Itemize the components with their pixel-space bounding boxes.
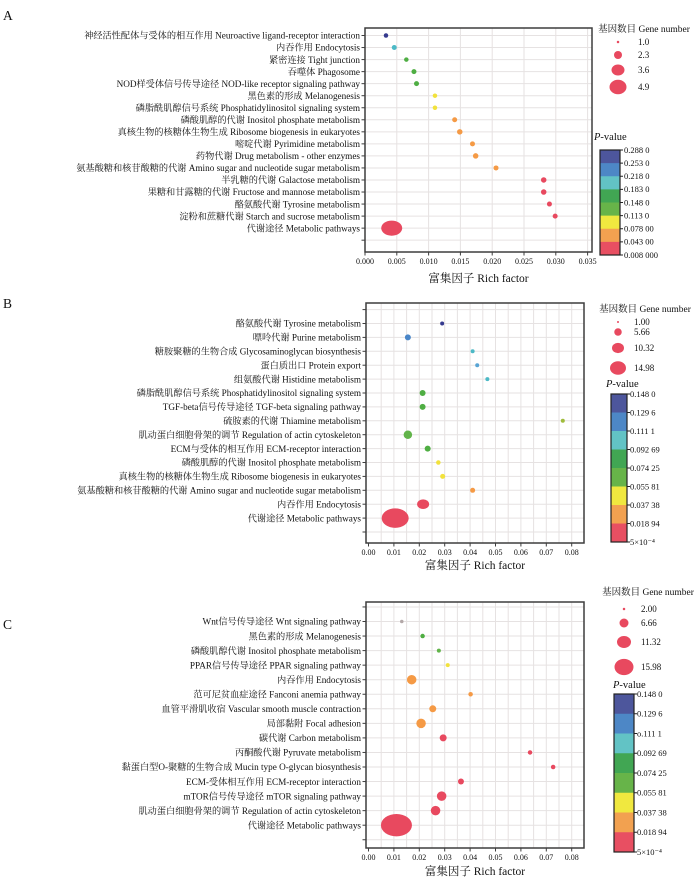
pathway-label: 半乳糖的代谢 Galactose metabolism: [221, 175, 360, 186]
data-point: [429, 705, 436, 712]
x-axis-tick-label: 0.030: [546, 257, 565, 266]
data-point: [470, 141, 475, 146]
pathway-label: 黑色素的形成 Melanogenesis: [247, 90, 360, 101]
data-point: [381, 814, 412, 836]
colorbar-segment: [600, 229, 620, 243]
colorbar-tick-label: 5×10⁻⁴: [637, 846, 662, 857]
data-point: [553, 214, 558, 219]
x-axis-tick-label: 0.07: [539, 853, 554, 862]
colorbar-segment: [614, 832, 634, 852]
x-axis-tick-label: 0.05: [488, 853, 503, 862]
gene-number-legend-label: 6.66: [641, 618, 657, 628]
colorbar-segment: [600, 242, 620, 256]
colorbar-tick-label: 0.288 0: [624, 144, 650, 155]
pathway-label: 硫胺素的代谢 Thiamine metabolism: [223, 416, 361, 426]
colorbar-tick-label: 0.078 00: [624, 223, 654, 234]
data-point: [417, 499, 429, 509]
pathway-label: TGF-beta信号传导途径 TGF-beta signaling pathway: [162, 402, 361, 413]
pathway-label: 代谢途径 Metabolic pathways: [247, 513, 361, 524]
pathway-label: 肌动蛋白细胞骨架的调节 Regulation of actin cytoskeleton: [138, 429, 361, 440]
data-point: [381, 221, 402, 236]
colorbar-tick-label: 0.008 000: [624, 249, 658, 260]
colorbar-segment: [600, 203, 620, 217]
colorbar-tick-label: 0.092 69: [630, 444, 660, 455]
pathway-label: 淀粉和蔗糖代谢 Starch and sucrose metabolism: [179, 211, 360, 222]
pathway-label: 碳代谢 Carbon metabolism: [258, 733, 361, 744]
colorbar-segment: [600, 216, 620, 230]
pathway-label: 内吞作用 Endocytosis: [277, 499, 361, 510]
gene-number-legend-bubble: [620, 619, 629, 628]
x-axis-tick-label: 0.05: [488, 548, 503, 557]
data-point: [416, 719, 426, 729]
pvalue-legend-title: P-value: [594, 132, 627, 143]
colorbar-tick-label: 0.037 38: [637, 807, 667, 818]
colorbar-segment: [614, 813, 634, 833]
x-axis-tick-label: 0.01: [386, 548, 401, 557]
gene-number-legend-label: 3.6: [638, 65, 650, 75]
x-axis-tick-label: 0.08: [564, 853, 579, 862]
colorbar-tick-label: 0.055 81: [637, 787, 667, 798]
x-axis-tick-label: 0.04: [463, 853, 478, 862]
pathway-label: 磷酸肌醇的代谢 Inositol phosphate metabolism: [181, 457, 361, 468]
x-axis-tick-label: 0.02: [412, 853, 427, 862]
colorbar-segment: [600, 189, 620, 203]
gene-number-legend-label: 2.00: [641, 604, 657, 614]
pathway-label: 氨基酸糖和核苷酸糖的代谢 Amino sugar and nucleotide sugar metabolism: [77, 485, 361, 496]
colorbar-segment: [600, 150, 620, 164]
data-point: [405, 334, 411, 340]
pathway-label: 内吞作用 Endocytosis: [277, 674, 361, 685]
colorbar-segment: [611, 468, 627, 487]
colorbar-segment: [614, 694, 634, 714]
data-point: [446, 663, 450, 667]
data-point: [494, 165, 499, 170]
gene-number-legend-label: 11.32: [641, 637, 661, 647]
data-point: [547, 202, 552, 207]
data-point: [561, 419, 565, 423]
pathway-label: 磷脂酰肌醇信号系统 Phosphatidylinositol signaling system: [135, 102, 360, 113]
x-axis-tick-label: 0.000: [356, 257, 374, 266]
colorbar-segment: [611, 505, 627, 524]
data-point: [436, 460, 441, 465]
colorbar-segment: [611, 431, 627, 450]
x-axis-tick-label: 0.08: [564, 548, 579, 557]
data-point: [404, 57, 409, 62]
pathway-label: ECM-受体相互作用 ECM-receptor interaction: [185, 776, 361, 787]
pathway-label: 氨基酸糖和核苷酸糖的代谢 Amino sugar and nucleotide sugar metabolism: [76, 163, 360, 174]
pathway-label: 代谢途径 Metabolic pathways: [247, 820, 361, 831]
colorbar-tick-label: 0.074 25: [630, 462, 660, 473]
colorbar-segment: [611, 487, 627, 506]
data-point: [440, 322, 444, 326]
colorbar-tick-label: 0.074 25: [637, 767, 667, 778]
x-axis-title: 富集因子 Rich factor: [424, 866, 526, 878]
x-axis-tick-label: 0.025: [515, 257, 533, 266]
x-axis-tick-label: 0.015: [451, 257, 470, 266]
gene-number-legend-bubble: [612, 343, 624, 353]
gene-number-legend-title: 基因数目 Gene number: [599, 305, 691, 315]
pathway-label: 黑色素的形成 Melanogenesis: [248, 631, 361, 642]
x-axis-tick-label: 0.03: [437, 548, 452, 557]
colorbar-tick-label: 0.148 0: [630, 388, 656, 399]
data-point: [440, 734, 447, 741]
data-point: [420, 390, 426, 396]
colorbar-tick-label: 0.148 0: [624, 197, 650, 208]
colorbar-segment: [614, 734, 634, 754]
pathway-label: 果糖和甘露糖的代谢 Fructose and mannose metabolism: [147, 187, 360, 198]
colorbar-tick-label: 0.253 0: [624, 157, 650, 168]
x-axis-tick-label: 0.07: [539, 548, 554, 557]
pathway-label: 真核生物的核糖体生物生成 Ribosome biogenesis in eukaryotes: [118, 471, 361, 482]
pathway-label: 糖胺聚糖的生物合成 Glycosaminoglycan biosynthesis: [154, 346, 361, 357]
pathway-label: 组氨酸代谢 Histidine metabolism: [233, 374, 361, 385]
data-point: [425, 446, 431, 452]
data-point: [551, 765, 556, 770]
data-point: [407, 675, 417, 685]
x-axis-tick-label: 0.010: [419, 257, 438, 266]
panel-letter-b: B: [3, 296, 13, 311]
pathway-label: 磷酸肌醇的代谢 Inositol phosphate metabolism: [180, 114, 360, 125]
panel-letter-c: C: [3, 617, 13, 632]
pathway-label: 药物代谢 Drug metabolism - other enzymes: [195, 151, 360, 162]
gene-number-legend-bubble: [617, 636, 631, 648]
pathway-label: 磷酸肌醇代谢 Inositol phosphate metabolism: [190, 645, 361, 656]
colorbar-tick-label: 5×10⁻⁴: [630, 536, 655, 547]
data-point: [541, 189, 547, 195]
pathway-label: 丙酮酸代谢 Pyruvate metabolism: [234, 747, 361, 758]
gene-number-legend-bubble: [617, 321, 619, 323]
x-axis-title: 富集因子 Rich factor: [424, 560, 526, 572]
colorbar-segment: [611, 413, 627, 432]
gene-number-legend-label: 14.98: [634, 363, 655, 373]
colorbar-tick-label: 0.113 0: [624, 210, 650, 221]
pathway-label: PPAR信号传导途径 PPAR signaling pathway: [189, 660, 361, 671]
colorbar-tick-label: 0.055 81: [630, 481, 660, 492]
gene-number-legend-label: 1.00: [634, 317, 650, 327]
gene-number-legend-title: 基因数目 Gene number: [602, 588, 694, 598]
gene-number-legend-label: 10.32: [634, 343, 655, 353]
data-point: [437, 791, 447, 801]
data-point: [433, 93, 438, 98]
gene-number-legend-bubble: [623, 608, 626, 611]
data-point: [433, 105, 438, 110]
colorbar-tick-label: 0.111 1: [630, 425, 655, 436]
data-point: [485, 377, 489, 381]
colorbar-tick-label: 0.043 00: [624, 236, 654, 247]
pathway-label: 酪氨酸代谢 Tyrosine metabolism: [234, 199, 360, 210]
data-point: [528, 750, 533, 755]
colorbar-tick-label: 0.018 94: [637, 827, 667, 838]
gene-number-legend-bubble: [615, 659, 634, 675]
colorbar-tick-label: o.111 1: [637, 728, 662, 739]
data-point: [431, 806, 441, 816]
data-point: [382, 508, 409, 527]
gene-number-legend-bubble: [610, 361, 626, 375]
colorbar-tick-label: 0.037 38: [630, 499, 660, 510]
pathway-label: 嘧啶代谢 Pyrimidine metabolism: [234, 139, 360, 150]
gene-number-legend-bubble: [617, 41, 620, 44]
data-point: [392, 45, 397, 50]
pathway-label: 真核生物的核糖体生物生成 Ribosome biogenesis in eukaryotes: [117, 127, 360, 138]
data-point: [468, 692, 473, 697]
x-axis-tick-label: 0.06: [513, 853, 528, 862]
data-point: [384, 33, 389, 38]
colorbar-tick-label: 0.148 0: [637, 688, 663, 699]
x-axis-tick-label: 0.03: [437, 853, 452, 862]
colorbar-tick-label: 0.129 6: [630, 407, 656, 418]
colorbar-tick-label: 0.092 69: [637, 748, 667, 759]
pathway-label: 黏蛋白型O-聚糖的生物合成 Mucin type O-glycan biosynthesis: [121, 762, 361, 773]
pathway-label: 酪氨酸代谢 Tyrosine metabolism: [235, 318, 361, 329]
colorbar-segment: [614, 753, 634, 773]
gene-number-legend-label: 4.9: [638, 82, 650, 92]
data-point: [414, 81, 419, 86]
gene-number-legend-label: 5.66: [634, 327, 650, 337]
gene-number-legend-label: 1.0: [638, 37, 650, 47]
x-axis-tick-label: 0.02: [412, 548, 427, 557]
data-point: [452, 117, 457, 122]
colorbar-tick-label: 0.218 0: [624, 171, 650, 182]
x-axis-title: 富集因子 Rich factor: [428, 273, 529, 285]
data-point: [475, 363, 479, 367]
colorbar-tick-label: 0.018 94: [630, 518, 660, 529]
pathway-label: mTOR信号传导途径 mTOR signaling pathway: [183, 791, 361, 802]
x-axis-tick-label: 0.01: [386, 853, 401, 862]
colorbar-tick-label: 0.183 0: [624, 184, 650, 195]
pathway-label: 蛋白质出口 Protein export: [260, 360, 361, 371]
data-point: [437, 649, 441, 653]
pathway-label: 神经活性配体与受体的相互作用 Neuroactive ligand-receptor interaction: [84, 30, 360, 41]
colorbar-segment: [611, 394, 627, 413]
pathway-label: Wnt信号传导途径 Wnt signaling pathway: [202, 616, 361, 627]
pathway-label: 血管平滑肌收宿 Vascular smooth muscle contraction: [161, 704, 361, 714]
x-axis-tick-label: 0.020: [483, 257, 502, 266]
x-axis-tick-label: 0.005: [387, 257, 406, 266]
data-point: [458, 779, 464, 785]
gene-number-legend-label: 2.3: [638, 50, 650, 60]
pathway-label: ECM与受体的相互作用 ECM-receptor interaction: [170, 443, 361, 454]
pathway-label: 代谢途径 Metabolic pathways: [246, 223, 360, 234]
data-point: [473, 153, 479, 159]
data-point: [440, 474, 445, 479]
pathway-label: 范可尼贫血症途径 Fanconi anemia pathway: [193, 689, 361, 700]
x-axis-tick-label: 0.00: [361, 548, 376, 557]
pvalue-legend-title: P-value: [613, 680, 646, 691]
x-axis-tick-label: 0.035: [578, 257, 597, 266]
colorbar-tick-label: 0.129 6: [637, 708, 663, 719]
data-point: [411, 69, 416, 74]
data-point: [420, 634, 425, 639]
pathway-label: 磷脂酰肌醇信号系统 Phosphatidylinositol signaling system: [136, 388, 361, 399]
gene-number-legend-bubble: [614, 51, 622, 59]
pathway-label: 局部黏附 Focal adhesion: [266, 718, 361, 729]
data-point: [420, 404, 426, 410]
pathway-label: 内吞作用 Endocytosis: [276, 42, 360, 53]
data-point: [457, 129, 463, 135]
pathway-label: 吞噬体 Phagosome: [287, 66, 360, 77]
gene-number-legend-bubble: [610, 80, 627, 94]
data-point: [471, 349, 475, 353]
colorbar-segment: [611, 524, 627, 543]
colorbar-segment: [614, 793, 634, 813]
data-point: [541, 177, 547, 183]
colorbar-segment: [611, 450, 627, 469]
colorbar-segment: [614, 714, 634, 734]
colorbar-segment: [600, 163, 620, 177]
x-axis-tick-label: 0.06: [513, 548, 528, 557]
panel-letter-a: A: [3, 8, 13, 23]
x-axis-tick-label: 0.04: [463, 548, 478, 557]
x-axis-tick-label: 0.00: [361, 853, 376, 862]
data-point: [404, 430, 413, 439]
colorbar-segment: [600, 176, 620, 190]
gene-number-legend-bubble: [612, 64, 625, 75]
data-point: [470, 488, 475, 493]
pathway-label: 肌动蛋白细胞骨架的调节 Regulation of actin cytoskeleton: [138, 805, 361, 816]
gene-number-legend-title: 基因数目 Gene number: [598, 25, 690, 35]
pvalue-legend-title: P-value: [606, 379, 639, 390]
data-point: [400, 620, 404, 624]
pathway-label: NOD样受体信号传导途径 NOD-like receptor signaling pathway: [116, 78, 360, 89]
pathway-label: 紧密连接 Tight junction: [268, 54, 360, 65]
pathway-label: 嘌呤代谢 Purine metabolism: [252, 332, 361, 343]
gene-number-legend-label: 15.98: [641, 662, 662, 672]
colorbar-segment: [614, 773, 634, 793]
gene-number-legend-bubble: [614, 328, 622, 336]
